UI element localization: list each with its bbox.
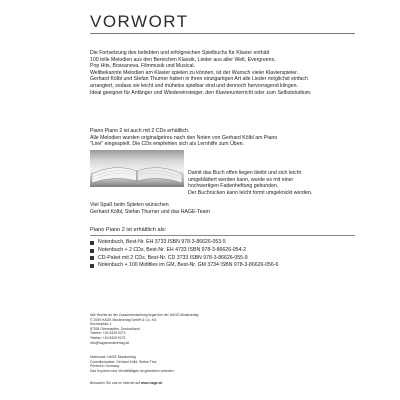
editions-heading: Piano Piano 2 ist erhältlich als:: [90, 227, 167, 233]
square-bullet-icon: [90, 264, 94, 268]
open-book-icon: [90, 150, 184, 187]
title-rule: [90, 33, 355, 34]
cd-info-paragraph: [90, 128, 355, 148]
imprint-line: Telefax: +49 8325 9275: [90, 335, 126, 340]
edition-item: [90, 239, 355, 247]
edition-item: [90, 255, 355, 263]
intro-line: arrangiert, sodass sie leicht und mühelos spielbar sind und dennoch hervorragend klingen.: [90, 82, 298, 89]
edition-text: CD-Paket mit 2 CDs, Best-Nr. CD 3733 ISBN 978-3-86626-055-9: [98, 254, 248, 261]
intro-line: 100 tolle Melodien aus den Bereichen Klassik, Lieder aus aller Welt, Evergreens,: [90, 56, 276, 63]
intro-line: Ideal geeignet für Anfänger und Wiedereinsteiger, den Klavierunterricht oder zum Selbststudium.: [90, 89, 312, 96]
cd-info-line: "Live" eingespielt. Die CDs empfehlen sich als Lernhilfe zum Üben.: [90, 141, 244, 148]
greeting-line: Viel Spaß beim Spielen wünschen: [90, 202, 169, 208]
editions-rule: [90, 235, 355, 236]
edition-text: Notenbuch, Best-Nr. EH 3733 ISBN 978-3-86626-053-5: [98, 239, 226, 245]
imprint-line: Notensatz: HAGE Musikverlag: [90, 355, 136, 359]
imprint-line: © 2009 HAGE Musikverlag GmbH & Co. KG: [90, 317, 157, 322]
page-title: VORWORT: [90, 12, 189, 31]
imprint-line: 87534 Oberstaufen, Deutschland: [90, 326, 140, 331]
edition-item: [90, 247, 355, 255]
imprint-line: Telefon: +49 8325 9274: [90, 331, 126, 336]
website-note: [90, 381, 162, 385]
cd-info-line: Piano Piano 2 ist auch mit 2 CDs erhältlich.: [90, 128, 190, 134]
edition-item: [90, 262, 355, 270]
imprint-credits: [90, 355, 355, 369]
intro-line: Gerhard Kölbl und Stefan Thurner haben in ihren einzigartigen Art alle Lieder möglichst einfach: [90, 76, 308, 83]
cd-info-line: Alle Melodien wurden originalgetreu nach den Noten von Gerhard Kölbl am Piano: [90, 134, 278, 141]
imprint-line: info@hagemusikverlag.de: [90, 340, 130, 345]
imprint-line: Printed in Germany: [90, 364, 120, 369]
imprint-line: Kirchenplatz 1: [90, 322, 112, 327]
binding-note: [188, 170, 358, 196]
edition-text: Notenbuch + 100 Midifiles im GM, Best-Nr. GM 3734 ISBN 978-3-86626-056-6: [98, 262, 279, 269]
website-prefix: Besuchen Sie uns im Internet auf: [90, 381, 140, 385]
website-link[interactable]: www.hage.de: [140, 381, 163, 385]
greeting: [90, 202, 355, 215]
imprint-line: Coverillustration: Gerhard Kölbl, Stefan Thur: [90, 359, 157, 364]
imprint-line: Alle Rechte an der Zusammenstellung liegen bei der HAGE Musikverlag: [90, 313, 199, 317]
intro-line: Pop Hits, Bossanova, Filmmusik und Musical.: [90, 63, 195, 70]
intro-line: Die Fortsetzung des beliebten und erfolgreichen Spielbuchs für Klavier enthält: [90, 50, 270, 56]
intro-paragraph: [90, 50, 355, 96]
square-bullet-icon: [90, 249, 94, 253]
square-bullet-icon: [90, 241, 94, 245]
imprint-publisher: [90, 313, 355, 345]
imprint-copyright: [90, 369, 355, 374]
editions-list: [90, 239, 355, 270]
open-book-photo: [90, 150, 184, 187]
binding-note-line: Damit das Buch offen liegen bleibt und sich leicht: [188, 170, 301, 176]
square-bullet-icon: [90, 256, 94, 260]
imprint-line: Das Kopieren und Vervielfältigen ist gesetzlich verboten.: [90, 369, 175, 373]
binding-note-line: Der Buchrücken kann leicht formt umgeknickt werden.: [188, 189, 313, 196]
intro-line: Weltbekannte Melodien am Klavier spielen zu können, ist der Wunsch vieler Klavierspieler.: [90, 69, 298, 76]
binding-note-line: umgeblättert werden kann, wurde es mit einer: [188, 176, 294, 183]
binding-note-line: hochwertigen Fadenheftung gebunden.: [188, 183, 279, 190]
edition-text: Notenbuch + 2 CDs, Best-Nr. EH 4733 ISBN 978-3-86626-054-2: [98, 246, 247, 253]
greeting-line: Gerhard Kölbl, Stefan Thurner und das HAGE-Team: [90, 208, 210, 215]
